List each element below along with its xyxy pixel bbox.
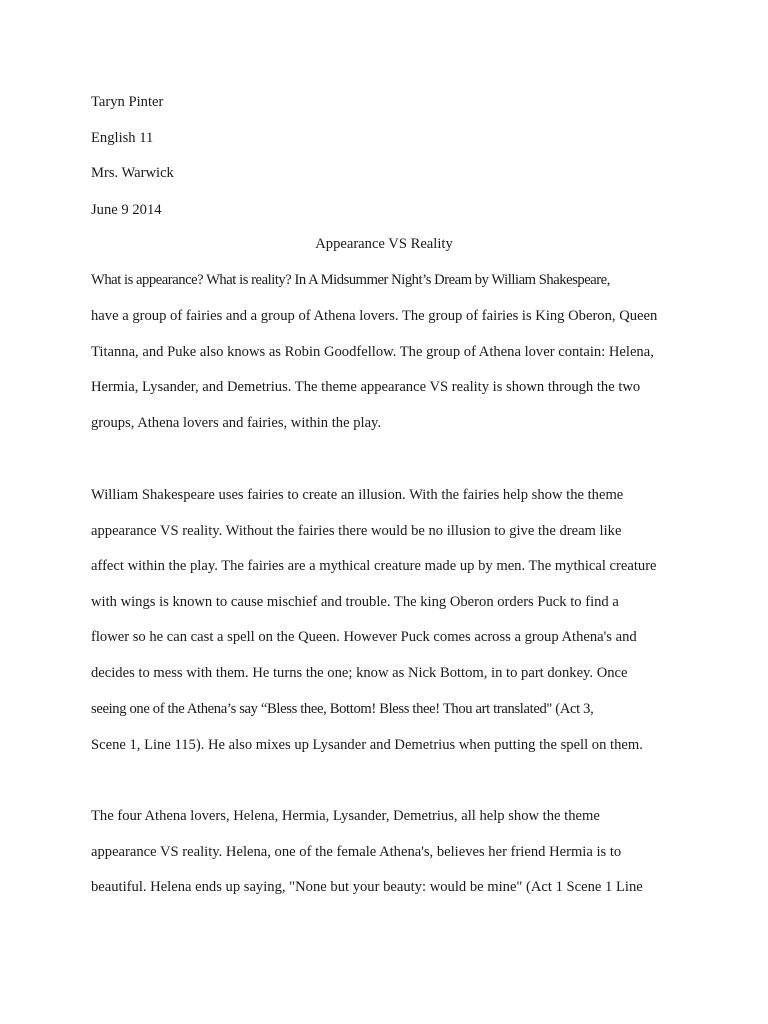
paragraph-line: have a group of fairies and a group of Athena lovers. The group of fairies is King Oberon, Queen bbox=[91, 308, 658, 324]
paragraph-line: Titanna, and Puke also knows as Robin Goodfellow. The group of Athena lover contain: Helena, bbox=[91, 344, 654, 360]
paragraph-line: seeing one of the Athena’s say “Bless thee, Bottom! Bless thee! Thou art translated" (Act 3, bbox=[91, 701, 594, 717]
paragraph-line: beautiful. Helena ends up saying, "None but your beauty: would be mine" (Act 1 Scene 1 Line bbox=[91, 879, 643, 895]
paragraph-line: appearance VS reality. Helena, one of the female Athena's, believes her friend Hermia is to bbox=[91, 844, 622, 860]
paragraph-line: William Shakespeare uses fairies to create an illusion. With the fairies help show the theme bbox=[91, 487, 624, 503]
author-name: Taryn Pinter bbox=[91, 94, 164, 110]
date: June 9 2014 bbox=[91, 202, 162, 218]
paragraph-line: What is appearance? What is reality? In A Midsummer Night’s Dream by William Shakespeare, bbox=[91, 272, 610, 288]
class-name: English 11 bbox=[91, 130, 154, 146]
paragraph-line: decides to mess with them. He turns the one; know as Nick Bottom, in to part donkey. Once bbox=[91, 665, 628, 681]
paragraph-line: groups, Athena lovers and fairies, within the play. bbox=[91, 415, 382, 431]
paragraph-line: The four Athena lovers, Helena, Hermia, Lysander, Demetrius, all help show the theme bbox=[91, 808, 600, 824]
paragraph-line: affect within the play. The fairies are a mythical creature made up by men. The mythical creature bbox=[91, 558, 657, 574]
teacher-name: Mrs. Warwick bbox=[91, 165, 174, 181]
paragraph-line: flower so he can cast a spell on the Queen. However Puck comes across a group Athena's and bbox=[91, 629, 637, 645]
paragraph-line: appearance VS reality. Without the fairies there would be no illusion to give the dream like bbox=[91, 523, 622, 539]
essay-title: Appearance VS Reality bbox=[315, 236, 453, 252]
paragraph-line: Scene 1, Line 115). He also mixes up Lysander and Demetrius when putting the spell on them. bbox=[91, 737, 643, 753]
paragraph-line: Hermia, Lysander, and Demetrius. The theme appearance VS reality is shown through the two bbox=[91, 379, 641, 395]
paragraph-line: with wings is known to cause mischief and trouble. The king Oberon orders Puck to find a bbox=[91, 594, 619, 610]
